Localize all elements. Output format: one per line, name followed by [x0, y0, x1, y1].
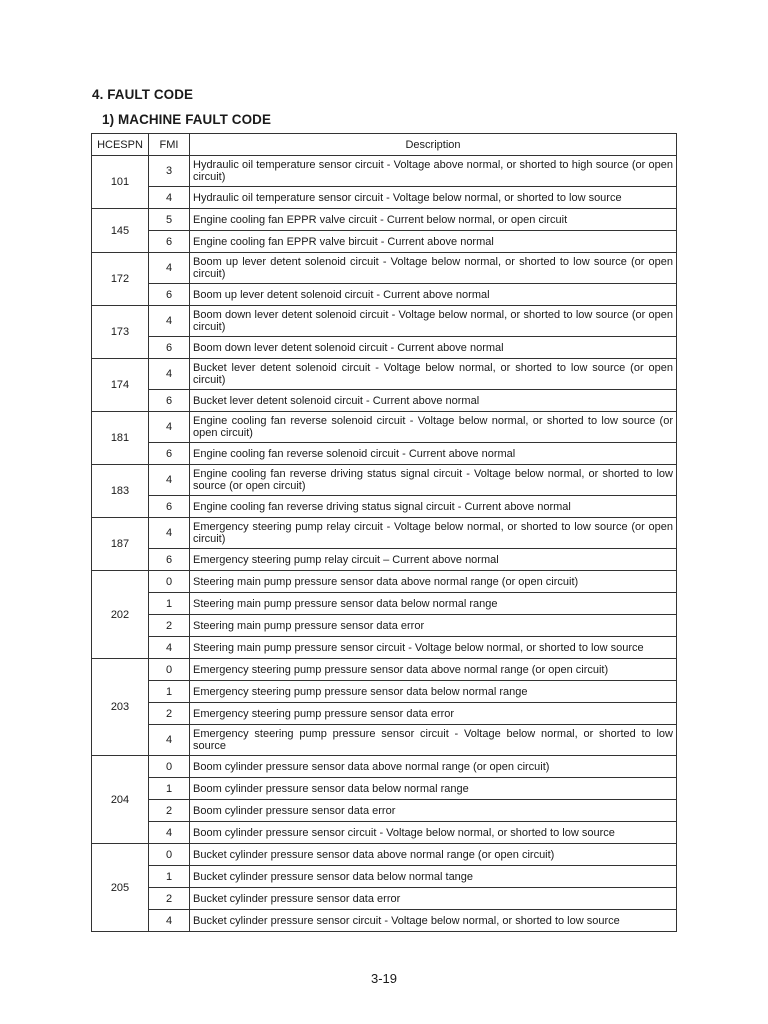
table-row	[92, 390, 677, 412]
description-cell: Steering main pump pressure sensor data error	[190, 615, 677, 637]
description-cell: Bucket cylinder pressure sensor data error	[190, 888, 677, 910]
table-row	[92, 518, 677, 549]
table-row	[92, 593, 677, 615]
table-row	[92, 659, 677, 681]
description-cell: Engine cooling fan EPPR valve bircuit - Current above normal	[190, 231, 677, 253]
table-row	[92, 800, 677, 822]
table-row	[92, 306, 677, 337]
description-cell: Bucket lever detent solenoid circuit - Current above normal	[190, 390, 677, 412]
fmi-cell: 2	[149, 703, 190, 725]
table-row	[92, 866, 677, 888]
fmi-cell: 0	[149, 756, 190, 778]
fmi-cell: 1	[149, 681, 190, 703]
table-row	[92, 412, 677, 443]
description-cell: Emergency steering pump pressure sensor data below normal range	[190, 681, 677, 703]
description-cell: Steering main pump pressure sensor circuit - Voltage below normal, or shorted to low source	[190, 637, 677, 659]
column-header-hcespn: HCESPN	[92, 134, 149, 156]
table-row	[92, 637, 677, 659]
hcespn-cell: 174	[92, 359, 149, 412]
table-row	[92, 284, 677, 306]
table-row	[92, 756, 677, 778]
description-cell: Steering main pump pressure sensor data below normal range	[190, 593, 677, 615]
table-row	[92, 681, 677, 703]
description-cell: Bucket cylinder pressure sensor data above normal range (or open circuit)	[190, 844, 677, 866]
fmi-cell: 6	[149, 390, 190, 412]
section-title: 4. FAULT CODE	[92, 86, 194, 102]
fmi-cell: 6	[149, 549, 190, 571]
table-row	[92, 571, 677, 593]
description-cell: Engine cooling fan reverse solenoid circuit - Current above normal	[190, 443, 677, 465]
hcespn-cell: 204	[92, 756, 149, 844]
description-cell: Emergency steering pump pressure sensor data above normal range (or open circuit)	[190, 659, 677, 681]
fmi-cell: 4	[149, 637, 190, 659]
fmi-cell: 1	[149, 593, 190, 615]
description-cell: Engine cooling fan EPPR valve circuit - Current below normal, or open circuit	[190, 209, 677, 231]
fmi-cell: 6	[149, 231, 190, 253]
description-cell: Bucket cylinder pressure sensor circuit - Voltage below normal, or shorted to low source	[190, 910, 677, 932]
fmi-cell: 4	[149, 725, 190, 756]
hcespn-cell: 203	[92, 659, 149, 756]
description-cell: Engine cooling fan reverse solenoid circuit - Voltage below normal, or shorted to low source (or open circuit)	[190, 412, 677, 443]
fmi-cell: 4	[149, 465, 190, 496]
hcespn-cell: 181	[92, 412, 149, 465]
description-cell: Boom cylinder pressure sensor data above normal range (or open circuit)	[190, 756, 677, 778]
description-cell: Hydraulic oil temperature sensor circuit - Voltage above normal, or shorted to high source (or open circuit)	[190, 156, 677, 187]
fmi-cell: 0	[149, 659, 190, 681]
page-number: 3-19	[370, 971, 398, 986]
table-row	[92, 822, 677, 844]
fmi-cell: 4	[149, 306, 190, 337]
table-row	[92, 496, 677, 518]
table-row	[92, 156, 677, 187]
column-header-fmi: FMI	[149, 134, 190, 156]
fmi-cell: 0	[149, 571, 190, 593]
hcespn-cell: 145	[92, 209, 149, 253]
table-row	[92, 778, 677, 800]
description-cell: Emergency steering pump pressure sensor circuit - Voltage below normal, or shorted to low source	[190, 725, 677, 756]
fmi-cell: 6	[149, 284, 190, 306]
table-row	[92, 910, 677, 932]
fmi-cell: 4	[149, 822, 190, 844]
fmi-cell: 6	[149, 337, 190, 359]
fmi-cell: 1	[149, 866, 190, 888]
table-header-row	[92, 134, 677, 156]
fmi-cell: 6	[149, 496, 190, 518]
description-cell: Bucket lever detent solenoid circuit - Voltage below normal, or shorted to low source (or open circuit)	[190, 359, 677, 390]
table-row	[92, 844, 677, 866]
fmi-cell: 1	[149, 778, 190, 800]
description-cell: Engine cooling fan reverse driving status signal circuit - Voltage below normal, or shorted to low source (or open circuit)	[190, 465, 677, 496]
table-row	[92, 888, 677, 910]
table-row	[92, 703, 677, 725]
table-row	[92, 337, 677, 359]
fmi-cell: 2	[149, 888, 190, 910]
table-row	[92, 725, 677, 756]
description-cell: Hydraulic oil temperature sensor circuit - Voltage below normal, or shorted to low source	[190, 187, 677, 209]
fmi-cell: 4	[149, 253, 190, 284]
description-cell: Engine cooling fan reverse driving status signal circuit - Current above normal	[190, 496, 677, 518]
hcespn-cell: 187	[92, 518, 149, 571]
hcespn-cell: 172	[92, 253, 149, 306]
table-row	[92, 253, 677, 284]
description-cell: Boom up lever detent solenoid circuit - Current above normal	[190, 284, 677, 306]
description-cell: Emergency steering pump relay circuit - Voltage below normal, or shorted to low source (or open circuit)	[190, 518, 677, 549]
description-cell: Emergency steering pump relay circuit – Current above normal	[190, 549, 677, 571]
hcespn-cell: 183	[92, 465, 149, 518]
table-row	[92, 549, 677, 571]
fault-table-body	[92, 156, 677, 932]
description-cell: Emergency steering pump pressure sensor data error	[190, 703, 677, 725]
fmi-cell: 4	[149, 518, 190, 549]
hcespn-cell: 173	[92, 306, 149, 359]
table-row	[92, 209, 677, 231]
fault-code-table	[91, 133, 677, 932]
fmi-cell: 5	[149, 209, 190, 231]
description-cell: Steering main pump pressure sensor data above normal range (or open circuit)	[190, 571, 677, 593]
fmi-cell: 4	[149, 359, 190, 390]
hcespn-cell: 205	[92, 844, 149, 932]
fmi-cell: 4	[149, 910, 190, 932]
description-cell: Boom up lever detent solenoid circuit - Voltage below normal, or shorted to low source (or open circuit)	[190, 253, 677, 284]
description-cell: Boom cylinder pressure sensor data error	[190, 800, 677, 822]
sub-title: 1) MACHINE FAULT CODE	[102, 111, 272, 127]
column-header-description: Description	[190, 134, 677, 156]
fmi-cell: 4	[149, 187, 190, 209]
description-cell: Boom cylinder pressure sensor data below normal range	[190, 778, 677, 800]
table-row	[92, 359, 677, 390]
table-row	[92, 443, 677, 465]
table-row	[92, 465, 677, 496]
description-cell: Boom cylinder pressure sensor circuit - Voltage below normal, or shorted to low source	[190, 822, 677, 844]
fmi-cell: 6	[149, 443, 190, 465]
fmi-cell: 4	[149, 412, 190, 443]
hcespn-cell: 202	[92, 571, 149, 659]
hcespn-cell: 101	[92, 156, 149, 209]
table-row	[92, 187, 677, 209]
description-cell: Bucket cylinder pressure sensor data below normal tange	[190, 866, 677, 888]
fmi-cell: 0	[149, 844, 190, 866]
table-row	[92, 231, 677, 253]
fmi-cell: 3	[149, 156, 190, 187]
description-cell: Boom down lever detent solenoid circuit - Voltage below normal, or shorted to low source (or open circuit)	[190, 306, 677, 337]
table-row	[92, 615, 677, 637]
fmi-cell: 2	[149, 800, 190, 822]
description-cell: Boom down lever detent solenoid circuit - Current above normal	[190, 337, 677, 359]
fmi-cell: 2	[149, 615, 190, 637]
